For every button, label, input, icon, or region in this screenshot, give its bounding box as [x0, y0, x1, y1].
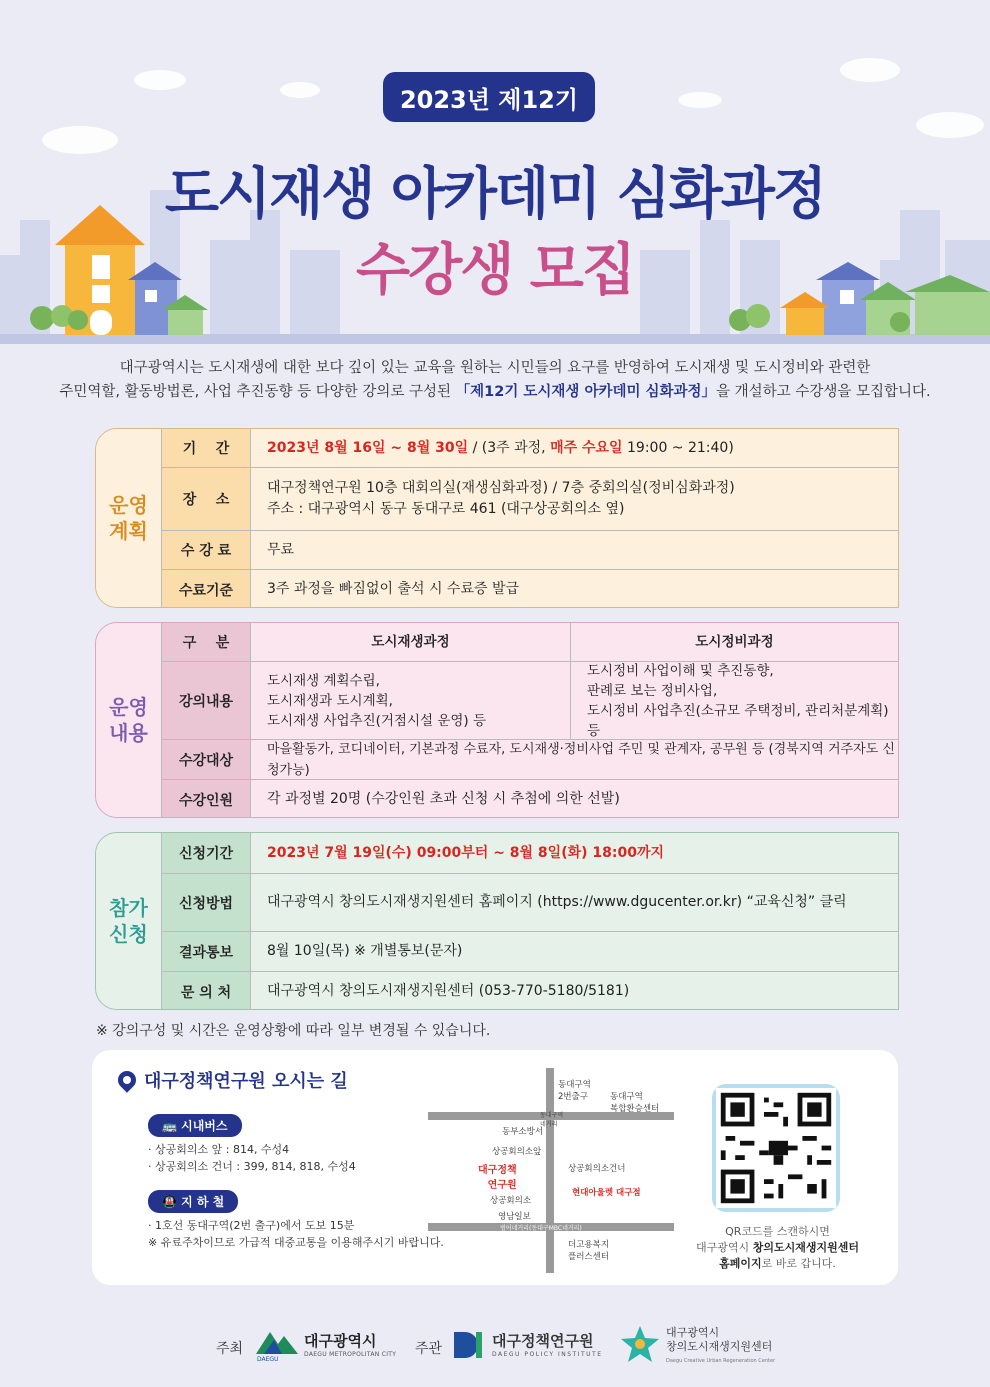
- apply-result-value: 8월 10일(목) ※ 개별통보(문자): [267, 943, 463, 959]
- qr-caption-line3: [690, 1256, 865, 1272]
- period-weekday: 매주 수요일: [550, 439, 623, 456]
- organizer-name: [492, 1330, 602, 1358]
- qr-code-icon: [716, 1088, 836, 1208]
- fee-label: 수 강 료: [161, 531, 251, 569]
- map-transfer-center: 동대구역 복합환승센터: [610, 1092, 660, 1114]
- apply-category: 참가 신청: [96, 833, 161, 1009]
- apply-method-value[interactable]: 대구광역시 창의도시재생지원센터 홈페이지 (https://www.dgucenter.or.kr) “교육신청” 클릭: [267, 894, 847, 910]
- count-label: 수강인원: [161, 780, 251, 818]
- criteria-label: 수료기준: [161, 570, 251, 608]
- qr-code[interactable]: [712, 1084, 840, 1212]
- page-subtitle: 수강생 모집: [356, 238, 634, 303]
- map-chamber-across: 상공회의소건너: [568, 1164, 626, 1174]
- change-notice: ※ 강의구성 및 시간은 운영상황에 따라 일부 변경될 수 있습니다.: [96, 1023, 491, 1039]
- host-sub: DAEGU METROPOLITAN CITY: [304, 1351, 397, 1358]
- apply-period-label: 신청기간: [161, 833, 251, 873]
- subway-tag-text: 지 하 철: [181, 1195, 225, 1209]
- criteria-value: 3주 과정을 빠짐없이 출석 시 수료증 발급: [267, 581, 519, 597]
- content-header-row: [161, 623, 898, 661]
- organizer-name-text: 대구정책연구원: [492, 1332, 594, 1350]
- map-beomeo: 범어네거리(동대구MBC네거리): [500, 1225, 582, 1232]
- map-fire-station: 동부소방서: [502, 1127, 544, 1137]
- edition-badge: 2023년 제12기: [383, 72, 595, 122]
- place-label: 장 소: [161, 468, 251, 530]
- lecture-r2: 도시재생과 도시계획,: [267, 692, 393, 709]
- map-institute: 대구정책 연구원: [478, 1165, 517, 1191]
- bus-tag: 🚌 시내버스: [148, 1114, 242, 1137]
- intro-line2: [40, 380, 950, 404]
- intro-text: [40, 356, 950, 404]
- place-line1: 대구정책연구원 10층 대회의실(재생심화과정) / 7층 중회의실(정비심화과정): [267, 480, 735, 496]
- lecture-m1: 도시정비 사업이해 및 추진동향,: [587, 662, 774, 679]
- qr-caption: [690, 1224, 865, 1272]
- col-maintenance: 도시정비과정: [695, 634, 774, 650]
- bus-line1: · 상공회의소 앞 : 814, 수성4: [148, 1143, 290, 1156]
- content-lecture-row: [161, 661, 898, 739]
- map-exit2: 동대구역 2번출구: [558, 1080, 591, 1102]
- lecture-r1: 도시재생 계획수립,: [267, 672, 380, 689]
- center-name: [666, 1326, 775, 1368]
- content-panel: [95, 622, 899, 818]
- period-value: [251, 429, 898, 467]
- plan-criteria-row: [161, 569, 898, 608]
- plan-period-row: [161, 429, 898, 467]
- lecture-maintenance: [571, 662, 898, 739]
- col-regeneration: 도시재생과정: [251, 623, 571, 661]
- host-name: [304, 1330, 396, 1358]
- policy-institute-logo-icon: [452, 1330, 486, 1360]
- period-mid: / (3주 과정,: [468, 439, 551, 456]
- content-category: 운영 내용: [96, 623, 161, 817]
- map-welfare-center: 더고용복지 플러스센터: [568, 1240, 610, 1262]
- plan-fee-row: [161, 530, 898, 569]
- organizer-sub: DAEGU POLICY INSTITUTE: [492, 1351, 603, 1358]
- map-intersection: 동대구역 네거리: [540, 1112, 564, 1128]
- content-target-row: [161, 739, 898, 779]
- qr-caption-center: 창의도시재생지원센터: [752, 1241, 859, 1254]
- division-label: 구 분: [161, 623, 251, 661]
- count-value: 각 과정별 20명 (수강인원 초과 신청 시 추첨에 의한 선발): [267, 791, 620, 807]
- regeneration-center-logo-icon: [618, 1324, 662, 1364]
- subway-line1: · 1호선 동대구역(2번 출구)에서 도보 15분: [148, 1219, 355, 1232]
- qr-caption-line2: [690, 1240, 865, 1256]
- bus-tag-text: 시내버스: [181, 1119, 228, 1133]
- lecture-r3: 도시재생 사업추진(거점시설 운영) 등: [267, 712, 487, 729]
- period-dates: 2023년 8월 16일 ~ 8월 30일: [267, 439, 469, 456]
- apply-contact-label: 문 의 처: [161, 972, 251, 1010]
- route-map: [428, 1068, 678, 1278]
- subway-info: [148, 1190, 444, 1251]
- target-value: 마을활동가, 코디네이터, 기본과정 수료자, 도시재생·정비사업 주민 및 관계자, 공무원 등 (경북지역 거주자도 신청가능): [267, 741, 895, 778]
- host-name-text: 대구광역시: [304, 1332, 377, 1350]
- intro-line2-part1: 주민역할, 활동방법론, 사업 추진동향 등 다양한 강의로 구성된: [59, 384, 456, 400]
- lecture-regeneration: [251, 662, 571, 739]
- lecture-m2: 판례로 보는 정비사업,: [587, 682, 718, 699]
- qr-caption-city: 대구광역시: [696, 1241, 753, 1254]
- apply-method-label: 신청방법: [161, 874, 251, 931]
- location-pin-icon: [114, 1067, 139, 1092]
- qr-caption-homepage: 홈페이지: [719, 1257, 762, 1270]
- apply-contact-row: [161, 971, 898, 1010]
- content-count-row: [161, 779, 898, 818]
- lecture-m3: 도시정비 사업추진(소규모 주택정비, 관리처분계획) 등: [587, 702, 889, 739]
- qr-caption-line1: QR코드를 스캔하시면: [725, 1225, 830, 1238]
- directions-title: [118, 1067, 348, 1093]
- map-yeongnam: 영남일보: [498, 1212, 531, 1222]
- place-address: 주소 : 대구광역시 동구 동대구로 461 (대구상공회의소 옆): [267, 501, 625, 517]
- map-outlet: 현대아울렛 대구점: [572, 1188, 641, 1198]
- apply-period-row: [161, 833, 898, 873]
- daegu-city-logo-icon: [254, 1326, 300, 1362]
- center-sub: Daegu Creative Urban Regeneration Center: [666, 1358, 776, 1364]
- subway-tag: 🚇 지 하 철: [148, 1190, 238, 1213]
- map-chamber: 상공회의소: [490, 1196, 532, 1206]
- place-value: [251, 468, 898, 530]
- apply-method-row: [161, 873, 898, 931]
- map-chamber-front: 상공회의소앞: [492, 1147, 542, 1157]
- target-label: 수강대상: [161, 740, 251, 779]
- period-time: 19:00 ~ 21:40): [622, 439, 734, 456]
- plan-category: 운영 계획: [96, 429, 161, 607]
- subway-line2: ※ 유료주차이므로 가급적 대중교통을 이용해주시기 바랍니다.: [148, 1236, 444, 1249]
- page-title: 도시재생 아카데미 심화과정: [164, 162, 826, 227]
- center-name-line1: 대구광역시: [666, 1326, 720, 1339]
- bus-info: [148, 1114, 356, 1175]
- period-label: 기 간: [161, 429, 251, 467]
- apply-period-value: 2023년 7월 19일(수) 09:00부터 ~ 8월 8일(화) 18:00까지: [267, 844, 665, 861]
- apply-result-row: [161, 931, 898, 971]
- fee-value: 무료: [267, 541, 295, 558]
- lecture-label: 강의내용: [161, 662, 251, 739]
- organizer-label: 주관: [415, 1341, 443, 1357]
- apply-panel: [95, 832, 899, 1010]
- plan-panel: [95, 428, 899, 608]
- intro-course-name: 「제12기 도시재생 아카데미 심화과정」: [455, 384, 717, 400]
- road-vertical: [546, 1068, 554, 1273]
- plan-place-row: [161, 467, 898, 530]
- host-label: 주최: [216, 1341, 244, 1357]
- intro-line2-part3: 을 개설하고 수강생을 모집합니다.: [716, 384, 931, 400]
- qr-caption-end: 로 바로 갑니다.: [761, 1257, 836, 1270]
- apply-result-label: 결과통보: [161, 932, 251, 971]
- footer: [0, 1320, 990, 1370]
- directions-title-text: 대구정책연구원 오시는 길: [144, 1071, 348, 1092]
- bus-line2: · 상공회의소 건너 : 399, 814, 818, 수성4: [148, 1160, 356, 1173]
- apply-contact-value: 대구광역시 창의도시재생지원센터 (053-770-5180/5181): [267, 983, 630, 999]
- center-name-line2: 창의도시재생지원센터: [666, 1340, 773, 1353]
- daegu-logo-text: DAEGU: [257, 1356, 279, 1362]
- intro-line1: 대구광역시는 도시재생에 대한 보다 깊이 있는 교육을 원하는 시민들의 요구를 반영하여 도시재생 및 도시정비와 관련한: [119, 360, 871, 376]
